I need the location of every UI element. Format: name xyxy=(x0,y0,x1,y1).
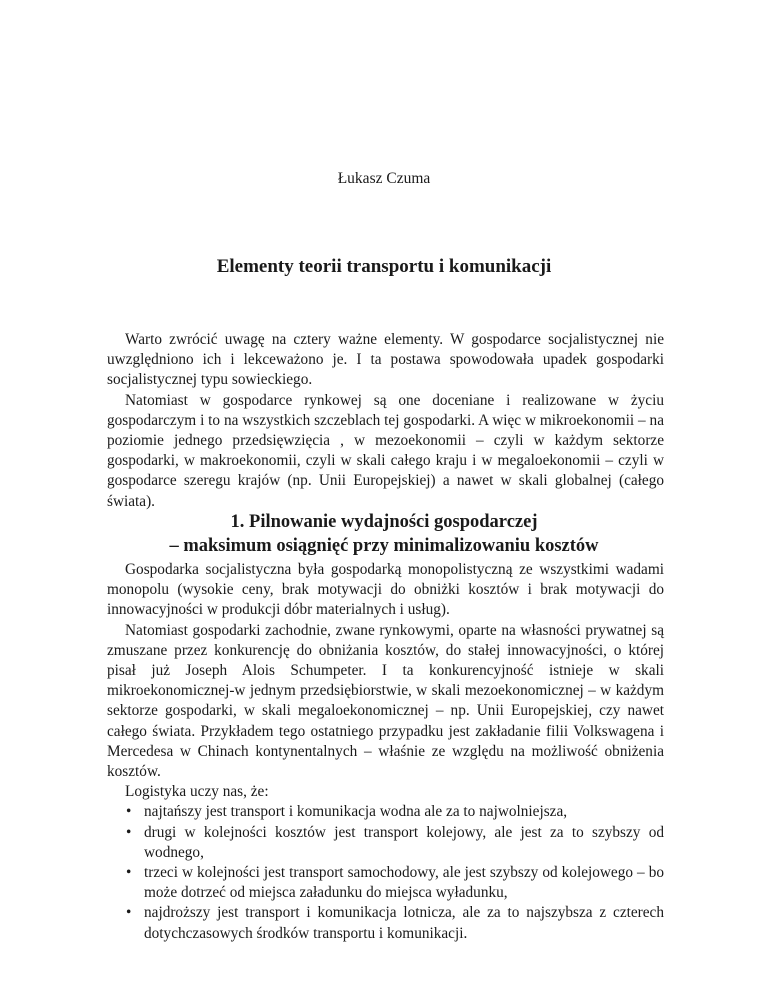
bullet-icon: • xyxy=(126,864,132,882)
section-heading-line: – maksimum osiągnięć przy minimalizowaniu kosztów xyxy=(169,536,599,556)
section-paragraph: Gospodarka socjalistyczna była gospodarką monopolistyczną ze wszystkimi wadami monopolu (wysokie ceny, brak motywacji do obniżki kosztów i brak motywacji do innowacyjności w produkcji dóbr materialnych i usług). xyxy=(107,561,664,619)
bullet-icon: • xyxy=(126,803,132,821)
section-body xyxy=(107,560,664,944)
intro-section xyxy=(107,330,664,512)
list-item-text: drugi w kolejności kosztów jest transport kolejowy, ale jest za to szybszy od wodnego, xyxy=(144,823,664,861)
list-lead: Logistyka uczy nas, że: xyxy=(125,783,269,801)
bullet-icon: • xyxy=(126,904,132,922)
list-item xyxy=(107,802,664,822)
bullet-list xyxy=(107,802,664,943)
bullet-icon: • xyxy=(126,823,132,841)
author-name: Łukasz Czuma xyxy=(337,170,431,187)
list-item-text: trzeci w kolejności jest transport samochodowy, ale jest szybszy od kolejowego – bo może dotrzeć od miejsca załadunku do miejsca wyładunku, xyxy=(144,864,664,902)
section-paragraph: Natomiast gospodarki zachodnie, zwane rynkowymi, oparte na własności prywatnej są zmuszane przez konkurencję do obniżania kosztów, do stałej innowacyjności, o której pisał już Joseph Alois Schumpeter. I ta konkurencyjność istnieje w skali mikroekonomicznej-w jednym przedsiębiorstwie, w skali mezoekonomicznej – w każdym sektorze gospodarki, w skali megaloekonomicznej – np. Unii Europejskiej, czy nawet całego świata. Przykładem tego ostatniego przypadku jest zakładanie filii Volkswagena i Mercedesa w Chinach kontynentalnych – właśnie ze względu na możliwość obniżenia kosztów. xyxy=(107,621,664,781)
list-item xyxy=(107,903,664,943)
section-heading xyxy=(0,510,768,558)
list-item xyxy=(107,823,664,863)
list-item xyxy=(107,863,664,903)
section-heading-line: 1. Pilnowanie wydajności gospodarczej xyxy=(230,512,538,532)
list-item-text: najdroższy jest transport i komunikacja lotnicza, ale za to najszybsza z czterech dotychczasowych środków transportu i komunikacji. xyxy=(144,904,664,942)
intro-paragraph: Natomiast w gospodarce rynkowej są one doceniane i realizowane w życiu gospodarczym i to na wszystkich szczeblach tej gospodarki. A więc w mikroekonomii – na poziomie jednego przedsięwzięcia , w mezoekonomii – czyli w każdym sektorze gospodarki, w makroekonomii, czyli w skali całego kraju i w megaloekonomii – czyli w gospodarce szeregu krajów (np. Unii Europejskiej) a nawet w skali globalnej (całego świata). xyxy=(107,391,664,510)
document-title: Elementy teorii transportu i komunikacji xyxy=(216,256,552,277)
intro-paragraph: Warto zwrócić uwagę na cztery ważne elementy. W gospodarce socjalistycznej nie uwzględniono ich i lekceważono je. I ta postawa spowodowała upadek gospodarki socjalistycznej typu sowieckiego. xyxy=(107,331,664,389)
list-item-text: najtańszy jest transport i komunikacja wodna ale za to najwolniejsza, xyxy=(144,803,568,821)
